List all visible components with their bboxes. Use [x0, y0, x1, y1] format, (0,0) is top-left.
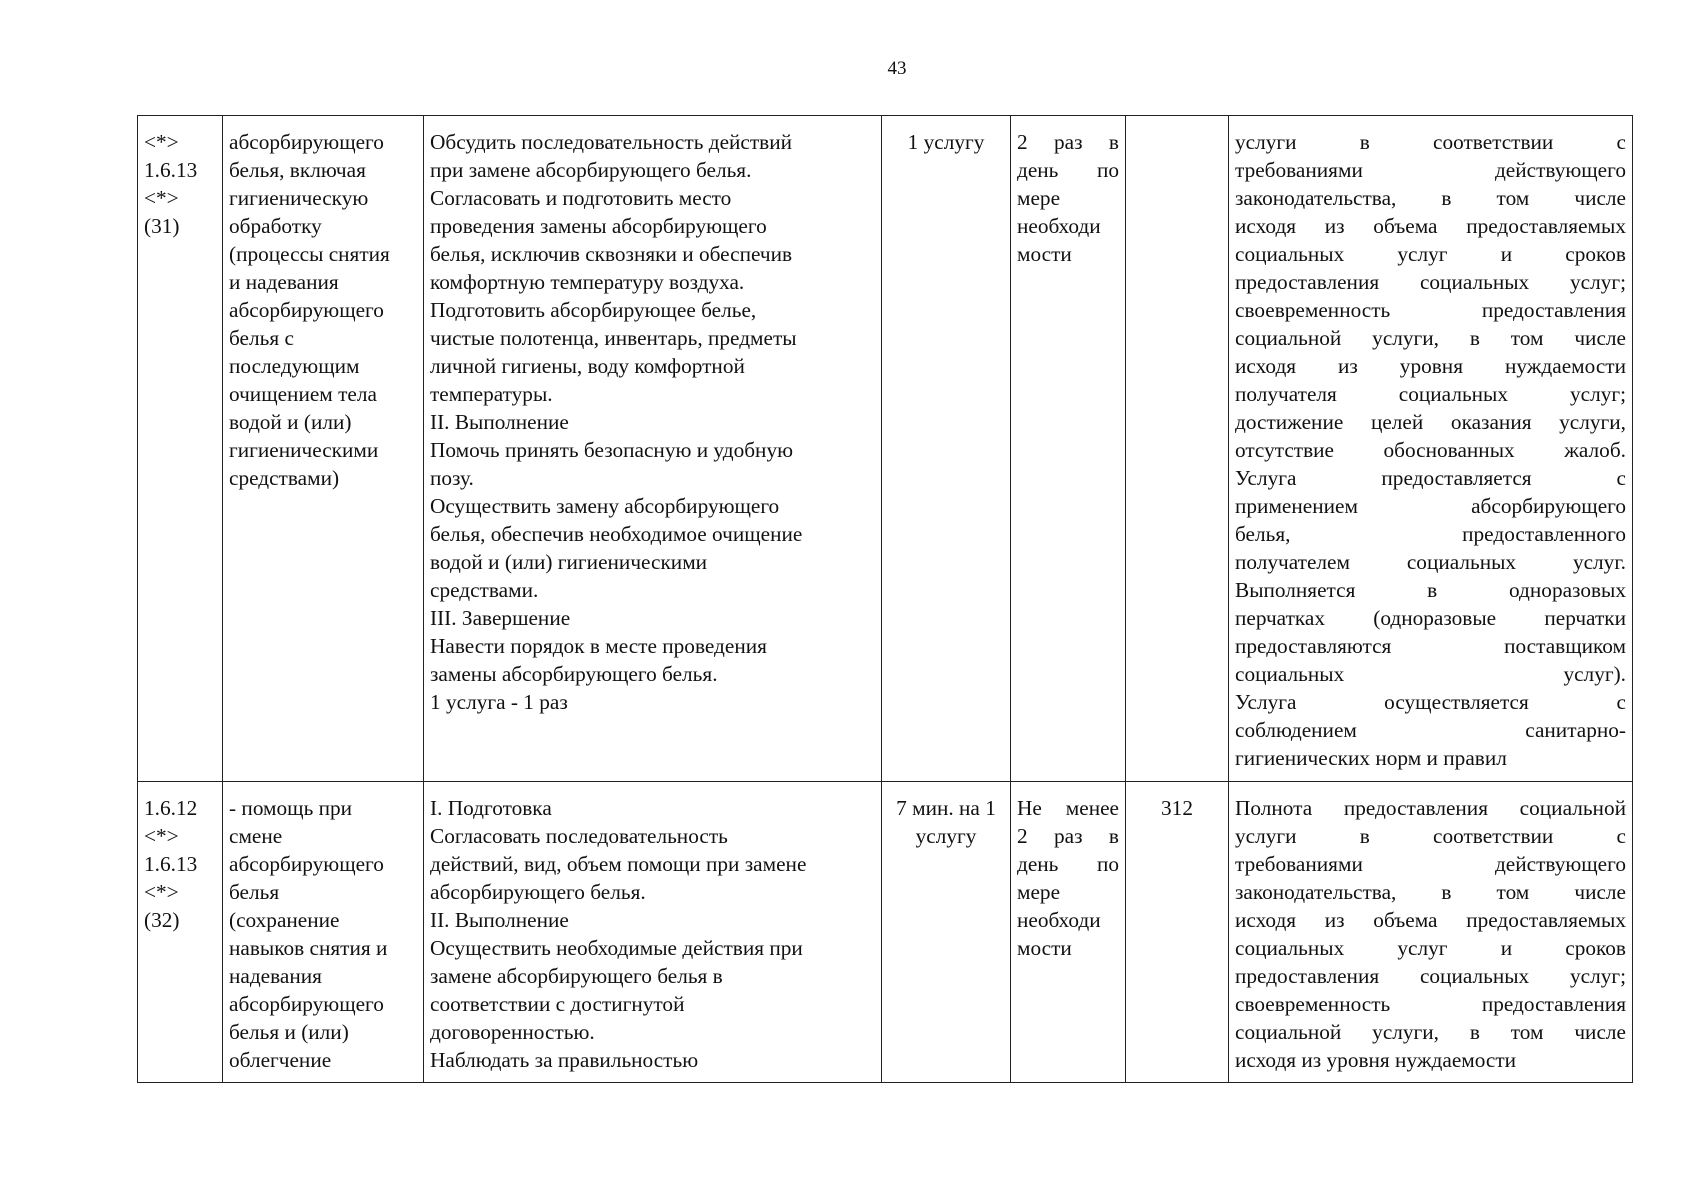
cell-line: Услуга осуществляется с: [1235, 690, 1626, 714]
cell-line: 2 раз в: [1017, 130, 1119, 154]
cell-line: день по: [1017, 158, 1119, 182]
cell-line: позу.: [430, 466, 474, 490]
cell-line: предоставления социальных услуг;: [1235, 964, 1626, 988]
cell-line: - помощь при: [229, 796, 353, 820]
cell-line: II. Выполнение: [430, 410, 569, 434]
cell-line: водой и (или): [229, 410, 352, 434]
cell-line: Услуга предоставляется с: [1235, 466, 1626, 490]
cell-line: получателя социальных услуг;: [1235, 382, 1626, 406]
cell-line: 1.6.13: [144, 158, 198, 182]
cell-line: Навести порядок в месте проведения: [430, 634, 767, 658]
cell-count: [1126, 116, 1229, 782]
cell-line: (32): [144, 908, 180, 932]
cell-line: (процессы снятия: [229, 242, 390, 266]
cell-line: абсорбирующего: [229, 298, 384, 322]
cell-line: 1 услугу: [907, 130, 985, 154]
cell-line: услугу: [915, 824, 977, 848]
cell-frequency: [1011, 116, 1126, 782]
cell-line: Помочь принять безопасную и удобную: [430, 438, 794, 462]
cell-line: гигиенических норм и правил: [1235, 746, 1507, 770]
cell-line: действий, вид, объем помощи при замене: [430, 852, 807, 876]
cell-line: белья: [229, 880, 280, 904]
cell-line: Осуществить необходимые действия при: [430, 936, 803, 960]
cell-line: социальной услуги, в том числе: [1235, 1020, 1626, 1044]
services-table: [137, 115, 1633, 1083]
cell-line: необходи: [1017, 214, 1101, 238]
cell-service-name: [223, 116, 424, 782]
cell-line: исходя из уровня нуждаемости: [1235, 1048, 1517, 1072]
cell-line: 2 раз в: [1017, 824, 1119, 848]
cell-line: Полнота предоставления социальной: [1235, 796, 1626, 820]
cell-quality: [1229, 782, 1633, 1083]
cell-line: услуги в соответствии с: [1235, 130, 1626, 154]
cell-time-norm: [882, 116, 1011, 782]
cell-line: средствами.: [430, 578, 539, 602]
cell-line: при замене абсорбирующего белья.: [430, 158, 752, 182]
cell-line: <*>: [144, 186, 179, 210]
cell-line: белья, включая: [229, 158, 366, 182]
cell-line: исходя из объема предоставляемых: [1235, 908, 1626, 932]
cell-line: (31): [144, 214, 180, 238]
cell-line: получателем социальных услуг.: [1235, 550, 1626, 574]
cell-code: [138, 116, 223, 782]
cell-line: Подготовить абсорбирующее белье,: [430, 298, 757, 322]
cell-line: перчатках (одноразовые перчатки: [1235, 606, 1626, 630]
cell-line: день по: [1017, 852, 1119, 876]
cell-line: замены абсорбирующего белья.: [430, 662, 718, 686]
cell-line: 1.6.13: [144, 852, 198, 876]
cell-line: личной гигиены, воду комфортной: [430, 354, 745, 378]
cell-line: навыков снятия и: [229, 936, 388, 960]
cell-line: обработку: [229, 214, 322, 238]
cell-line: <*>: [144, 130, 179, 154]
cell-line: смене: [229, 824, 283, 848]
cell-line: соответствии с достигнутой: [430, 992, 685, 1016]
table-row: [138, 782, 1633, 1083]
cell-count: [1126, 782, 1229, 1083]
cell-line: необходи: [1017, 908, 1101, 932]
page-number: 43: [887, 58, 907, 79]
cell-line: социальных услуг и сроков: [1235, 242, 1626, 266]
cell-line: Наблюдать за правильностью: [430, 1048, 699, 1072]
cell-line: Обсудить последовательность действий: [430, 130, 793, 154]
cell-line: мере: [1017, 186, 1061, 210]
cell-line: белья и (или): [229, 1020, 349, 1044]
cell-line: достижение целей оказания услуги,: [1235, 410, 1626, 434]
cell-line: предоставления социальных услуг;: [1235, 270, 1626, 294]
cell-frequency: [1011, 782, 1126, 1083]
cell-line: комфортную температуру воздуха.: [430, 270, 745, 294]
cell-line: исходя из объема предоставляемых: [1235, 214, 1626, 238]
cell-line: социальных услуг).: [1235, 662, 1626, 686]
cell-line: социальной услуги, в том числе: [1235, 326, 1626, 350]
cell-line: 1 услуга - 1 раз: [430, 690, 568, 714]
cell-line: (сохранение: [229, 908, 340, 932]
cell-line: водой и (или) гигиеническими: [430, 550, 708, 574]
cell-line: требованиями действующего: [1235, 158, 1626, 182]
cell-line: II. Выполнение: [430, 908, 569, 932]
cell-line: III. Завершение: [430, 606, 571, 630]
cell-line: белья, исключив сквозняки и обеспечив: [430, 242, 793, 266]
cell-code: [138, 782, 223, 1083]
cell-line: законодательства, в том числе: [1235, 186, 1626, 210]
cell-time-norm: [882, 782, 1011, 1083]
cell-line: Согласовать и подготовить место: [430, 186, 732, 210]
cell-line: отсутствие обоснованных жалоб.: [1235, 438, 1626, 462]
cell-line: исходя из уровня нуждаемости: [1235, 354, 1626, 378]
cell-line: абсорбирующего: [229, 130, 384, 154]
cell-line: требованиями действующего: [1235, 852, 1626, 876]
cell-line: мости: [1017, 242, 1072, 266]
cell-line: социальных услуг и сроков: [1235, 936, 1626, 960]
cell-line: белья, предоставленного: [1235, 522, 1626, 546]
cell-line: Выполняется в одноразовых: [1235, 578, 1626, 602]
cell-line: облегчение: [229, 1048, 332, 1072]
cell-line: Согласовать последовательность: [430, 824, 728, 848]
cell-line: договоренностью.: [430, 1020, 595, 1044]
cell-line: очищением тела: [229, 382, 377, 406]
cell-line: предоставляются поставщиком: [1235, 634, 1626, 658]
cell-line: абсорбирующего: [229, 852, 384, 876]
cell-line: соблюдением санитарно-: [1235, 718, 1626, 742]
cell-procedure: [424, 782, 882, 1083]
cell-line: надевания: [229, 964, 322, 988]
cell-line: белья с: [229, 326, 294, 350]
cell-line: своевременность предоставления: [1235, 992, 1626, 1016]
cell-line: последующим: [229, 354, 360, 378]
cell-line: <*>: [144, 824, 179, 848]
cell-line: Осуществить замену абсорбирующего: [430, 494, 780, 518]
cell-line: 1.6.12: [144, 796, 198, 820]
cell-line: 312: [1161, 796, 1193, 820]
table-body: [138, 116, 1633, 1083]
cell-line: гигиеническими: [229, 438, 379, 462]
cell-line: абсорбирующего: [229, 992, 384, 1016]
cell-line: абсорбирующего белья.: [430, 880, 646, 904]
table-row: [138, 116, 1633, 782]
cell-quality: [1229, 116, 1633, 782]
cell-line: и надевания: [229, 270, 339, 294]
cell-line: <*>: [144, 880, 179, 904]
cell-procedure: [424, 116, 882, 782]
cell-line: Не менее: [1017, 796, 1119, 820]
cell-line: чистые полотенца, инвентарь, предметы: [430, 326, 797, 350]
cell-line: своевременность предоставления: [1235, 298, 1626, 322]
cell-line: применением абсорбирующего: [1235, 494, 1626, 518]
cell-line: средствами): [229, 466, 340, 490]
cell-line: температуры.: [430, 382, 553, 406]
cell-line: мости: [1017, 936, 1072, 960]
cell-line: услуги в соответствии с: [1235, 824, 1626, 848]
cell-line: белья, обеспечив необходимое очищение: [430, 522, 803, 546]
cell-service-name: [223, 782, 424, 1083]
cell-line: мере: [1017, 880, 1061, 904]
cell-line: I. Подготовка: [430, 796, 552, 820]
cell-line: 7 мин. на 1: [896, 796, 996, 820]
cell-line: гигиеническую: [229, 186, 369, 210]
cell-line: замене абсорбирующего белья в: [430, 964, 723, 988]
cell-line: законодательства, в том числе: [1235, 880, 1626, 904]
cell-line: проведения замены абсорбирующего: [430, 214, 767, 238]
